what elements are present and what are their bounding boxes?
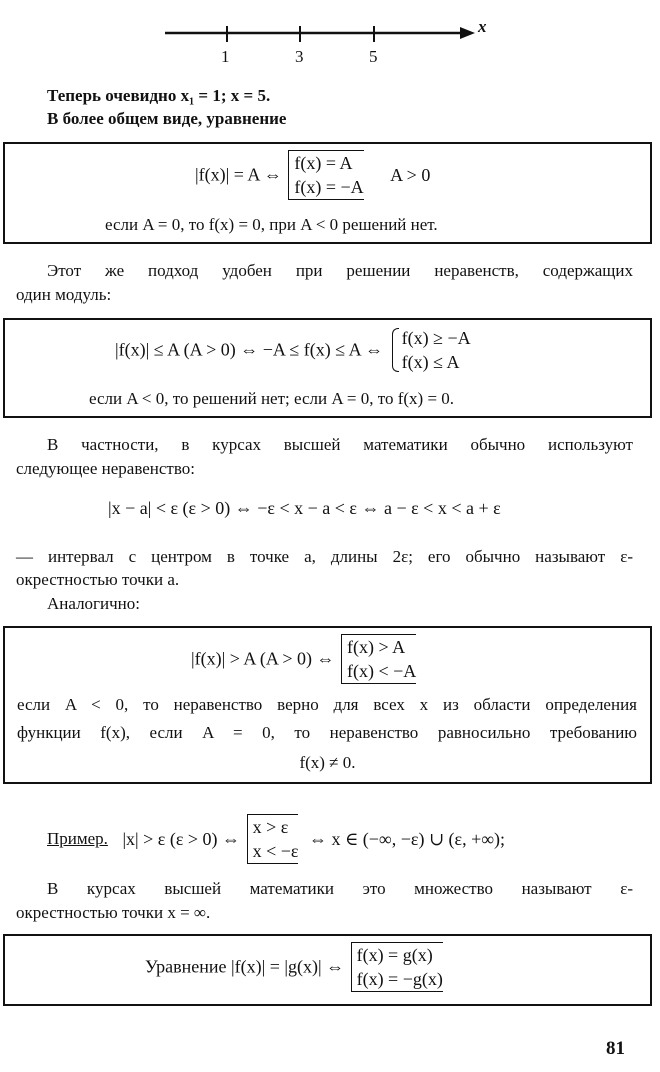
example-label: Пример.: [47, 829, 108, 848]
box2-case2: f(x) ≤ A: [401, 352, 460, 372]
example-case1: x > ε: [252, 817, 289, 837]
formula-box-4: [3, 934, 652, 1006]
formula-box-2: [3, 318, 652, 418]
para1-line2: В более общем виде, уравнение: [47, 109, 287, 128]
number-line: [150, 18, 490, 70]
box3-note3: f(x) ≠ 0.: [299, 753, 356, 772]
box3-lhs: |f(x)| > A (A > 0) ⇔: [191, 648, 335, 669]
para1-line1: Теперь очевидно x₁ = 1; x = 5.: [47, 86, 271, 105]
box1-condition: A > 0: [390, 164, 431, 185]
example-case2: x < −ε: [252, 841, 299, 861]
tick-label-1: 1: [221, 47, 230, 66]
box4-formula: [145, 942, 443, 992]
para4-line1: — интервал с центром в точке a, длины 2ε; его обычно называют ε-: [16, 547, 633, 566]
para2-line1: Этот же подход удобен при решении неравенств, содержащих: [47, 261, 633, 280]
para5-line1: В курсах высшей математики это множество называют ε-: [47, 879, 633, 898]
box2-formula: [115, 326, 471, 374]
para3-line2: следующее неравенство:: [16, 459, 195, 478]
box2-note: если A < 0, то решений нет; если A = 0, то f(x) = 0.: [89, 389, 455, 408]
para4-line3: Аналогично:: [47, 594, 140, 613]
box4-lhs: Уравнение |f(x)| = |g(x)| ⇔: [145, 956, 345, 977]
box3-case1: f(x) > A: [347, 637, 406, 657]
box2-case1: f(x) ≥ −A: [401, 328, 471, 348]
example-formula: [47, 814, 505, 864]
axis-label-x: x: [478, 17, 487, 36]
box4-case1: f(x) = g(x): [356, 945, 433, 965]
box2-system: [390, 326, 471, 374]
box3-formula: [191, 634, 416, 684]
box4-case2: f(x) = −g(x): [356, 969, 443, 989]
para3-line1: В частности, в курсах высшей математики обычно используют: [47, 435, 633, 454]
page-number: 81: [606, 1038, 625, 1059]
formula-box-3: [3, 626, 652, 784]
box3-cases: [341, 634, 416, 684]
formula-box-1: [3, 142, 652, 244]
para2-line2: один модуль:: [16, 285, 112, 304]
box1-formula: [195, 150, 430, 200]
box3-note1: если A < 0, то неравенство верно для всех x из области определения: [17, 695, 637, 714]
tick-label-5: 5: [369, 47, 378, 66]
epsilon-formula: |x − a| < ε (ε > 0) ⇔ −ε < x − a < ε ⇔ a − ε < x < a + ε: [108, 498, 501, 518]
tick-label-3: 3: [295, 47, 304, 66]
box3-case2: f(x) < −A: [347, 661, 417, 681]
box2-lhs: |f(x)| ≤ A (A > 0) ⇔ −A ≤ f(x) ≤ A ⇔: [115, 339, 384, 360]
para4-line2: окрестностью точки a.: [16, 570, 180, 589]
para5-line2: окрестностью точки x = ∞.: [16, 903, 211, 922]
example-cases: [247, 814, 299, 864]
box1-case2: f(x) = −A: [294, 177, 364, 197]
box1-lhs: |f(x)| = A ⇔: [195, 164, 282, 185]
box1-cases: [288, 150, 363, 200]
example-rhs: ⇔ x ∈ (−∞, −ε) ∪ (ε, +∞);: [308, 828, 506, 849]
box3-note2: функции f(x), если A = 0, то неравенство равносильно требованию: [17, 723, 637, 742]
box1-note: если A = 0, то f(x) = 0, при A < 0 решений нет.: [105, 215, 438, 234]
box4-cases: [351, 942, 443, 992]
example-lhs: |x| > ε (ε > 0) ⇔: [122, 828, 241, 849]
box1-case1: f(x) = A: [294, 153, 353, 173]
